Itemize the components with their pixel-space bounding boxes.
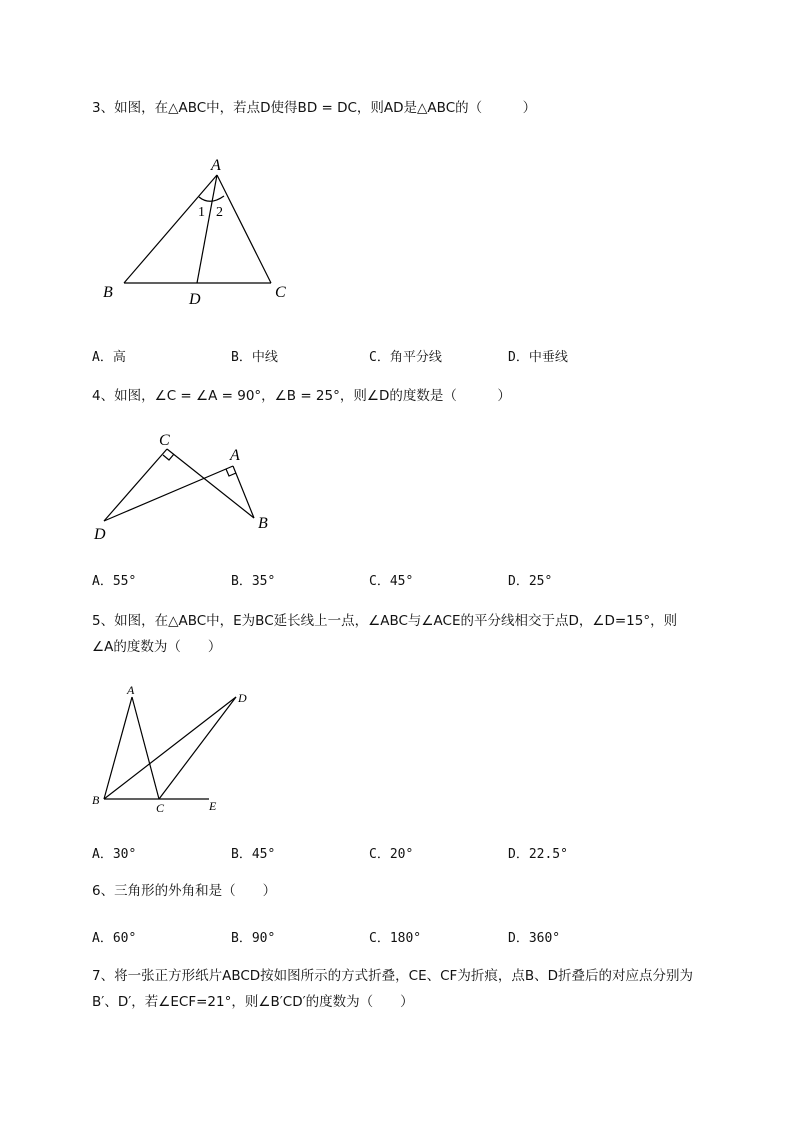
- option-b[interactable]: B．中线: [231, 350, 278, 365]
- label-angle-2: 2: [216, 205, 223, 220]
- label-E: E: [209, 799, 217, 813]
- option-b[interactable]: B．90°: [231, 931, 276, 946]
- label-C: C: [159, 432, 170, 449]
- label-B: B: [103, 284, 113, 301]
- question-7-stem-line-2: B′、D′，若∠ECF=21°，则∠B′CD′的度数为（ ）: [92, 994, 414, 1010]
- option-c[interactable]: C．180°: [369, 931, 422, 946]
- option-d[interactable]: D．中垂线: [508, 350, 568, 365]
- option-c[interactable]: C．角平分线: [369, 350, 442, 365]
- option-d[interactable]: D．22.5°: [508, 847, 568, 862]
- label-A: A: [230, 447, 240, 464]
- option-d[interactable]: D．360°: [508, 931, 561, 946]
- question-5-stem-line-2: ∠A的度数为（ ）: [92, 639, 222, 655]
- figure-q5-triangle-bisectors: [88, 680, 268, 815]
- option-a[interactable]: A．30°: [92, 847, 137, 862]
- label-C: C: [275, 284, 286, 301]
- label-B: B: [92, 793, 100, 807]
- question-7-stem-line-1: 7、将一张正方形纸片ABCD按如图所示的方式折叠，CE、CF为折痕，点B、D折叠后的对应点分别为: [92, 968, 693, 984]
- label-A: A: [127, 683, 135, 697]
- question-6-stem: 6、三角形的外角和是（ ）: [92, 883, 277, 899]
- option-a[interactable]: A．55°: [92, 574, 137, 589]
- label-C: C: [156, 801, 165, 815]
- option-c[interactable]: C．20°: [369, 847, 414, 862]
- option-a[interactable]: A．60°: [92, 931, 137, 946]
- question-5-stem-line-1: 5、如图，在△ABC中，E为BC延长线上一点，∠ABC与∠ACE的平分线相交于点D，∠D=15°，则: [92, 613, 678, 629]
- option-b[interactable]: B．35°: [231, 574, 276, 589]
- label-B: B: [258, 515, 268, 532]
- option-d[interactable]: D．25°: [508, 574, 553, 589]
- label-D: D: [94, 526, 106, 543]
- option-a[interactable]: A．高: [92, 350, 126, 365]
- option-c[interactable]: C．45°: [369, 574, 414, 589]
- label-D: D: [189, 291, 201, 308]
- label-angle-1: 1: [198, 205, 205, 220]
- label-A: A: [211, 157, 221, 174]
- option-b[interactable]: B．45°: [231, 847, 276, 862]
- question-3-stem: 3、如图，在△ABC中，若点D使得BD = DC，则AD是△ABC的（ ）: [92, 100, 537, 116]
- question-4-stem: 4、如图，∠C = ∠A = 90°，∠B = 25°，则∠D的度数是（ ）: [92, 388, 511, 404]
- label-D: D: [238, 691, 247, 705]
- figure-q3-triangle: [95, 150, 305, 310]
- figure-q4-crossed-triangles: [90, 428, 290, 548]
